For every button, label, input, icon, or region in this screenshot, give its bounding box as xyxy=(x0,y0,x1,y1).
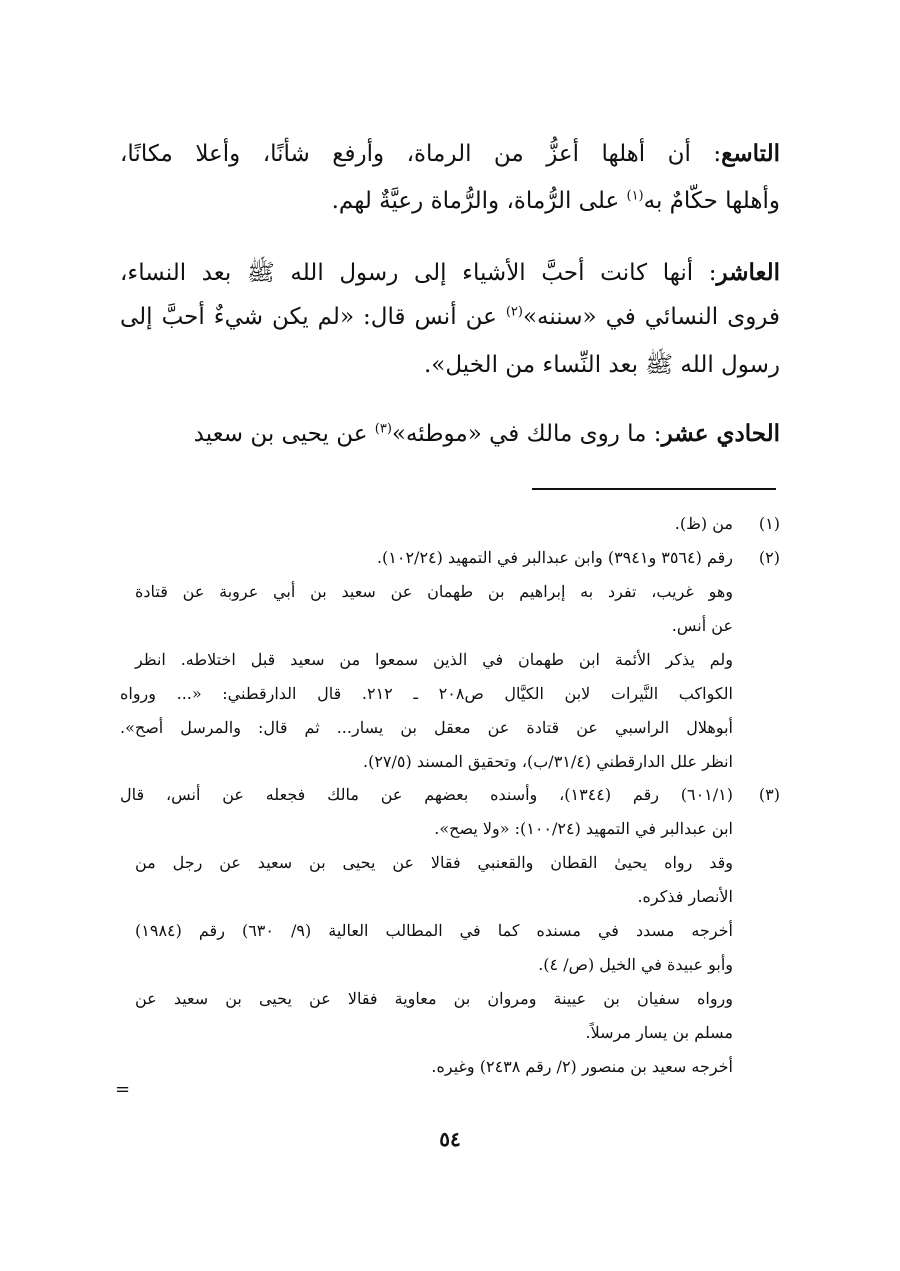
footnote-2-line-6: أبوهلال الراسبي عن قتادة عن معقل بن يسار... ثم قال: والمرسل أصح». xyxy=(120,718,733,737)
footnote-2-line-3: عن أنس. xyxy=(671,616,733,635)
para-ninth-line-2 xyxy=(120,188,780,214)
para-ninth-heading: التاسع xyxy=(721,140,780,167)
footnote-3-line-9: أخرجه سعيد بن منصور (٢/ رقم ٢٤٣٨) وغيره. xyxy=(431,1057,733,1076)
para-ninth-line-1 xyxy=(120,140,780,167)
footnote-2-line-2: وهو غريب، تفرد به إبراهيم بن طهمان عن سعيد بن أبي عروبة عن قتادة xyxy=(135,582,733,601)
continuation-mark: = xyxy=(115,1079,131,1100)
footnote-3-line-2: ابن عبدالبر في التمهيد (١٠٠/٢٤): «ولا يصح». xyxy=(434,819,733,838)
footnote-3-line-3: وقد رواه يحيىٰ القطان والقعنبي فقالا عن يحيى بن سعيد عن رجل من xyxy=(135,853,733,872)
footnote-3-line-4: الأنصار فذكره. xyxy=(637,887,733,906)
footnote-3-line-1: (٦٠١/١) رقم (١٣٤٤)، وأسنده بعضهم عن مالك فجعله عن أنس، قال xyxy=(120,785,733,804)
footnote-3-line-7: ورواه سفيان بن عيينة ومروان بن معاوية فقالا عن يحيى بن سعيد عن xyxy=(135,989,733,1008)
footnote-ref-1: (١) xyxy=(626,188,644,204)
para-tenth-text-2a: فروى النسائي في «سننه» xyxy=(522,304,780,330)
para-eleventh-heading: الحادي عشر xyxy=(661,420,780,447)
footnote-separator xyxy=(532,488,776,490)
footnote-2-line-7: انظر علل الدارقطني (٣١/٤/ب)، وتحقيق المسند (٢٧/٥). xyxy=(362,752,733,771)
footnote-2-line-5: الكواكب النَّيرات لابن الكيَّال ص٢٠٨ ـ ٢١٢. قال الدارقطني: «... ورواه xyxy=(120,684,734,703)
para-tenth-text-1: : أنها كانت أحبَّ الأشياء إلى رسول الله ﷺ بعد النساء، xyxy=(120,260,717,286)
footnote-1-text: من (ظ). xyxy=(674,514,733,533)
footnote-1-number: (١) xyxy=(758,514,780,533)
footnote-ref-2: (٢) xyxy=(505,304,523,320)
footnote-2-line-4: ولم يذكر الأئمة ابن طهمان في الذين سمعوا من سعيد قبل اختلاطه. انظر xyxy=(135,650,733,669)
para-tenth-line-3: رسول الله ﷺ بعد النِّساء من الخيل». xyxy=(423,352,780,378)
para-eleventh-text-1b: عن يحيى بن سعيد xyxy=(193,421,375,447)
footnote-ref-3: (٣) xyxy=(374,421,392,437)
para-tenth-line-2 xyxy=(120,304,780,330)
para-eleventh-line-1 xyxy=(120,420,780,447)
footnote-3-number: (٣) xyxy=(758,785,780,804)
para-ninth-text-2b: على الرُّماة، والرُّماة رعيَّةٌ لهم. xyxy=(331,188,627,214)
page-number: ٥٤ xyxy=(439,1127,461,1151)
para-tenth-text-2b: عن أنس قال: «لم يكن شيءٌ أحبَّ إلى xyxy=(120,304,506,330)
para-tenth-heading: العاشر xyxy=(716,259,780,286)
footnote-3-line-5: أخرجه مسدد في مسنده كما في المطالب العالية (٩/ ٦٣٠) رقم (١٩٨٤) xyxy=(135,921,733,940)
footnote-2-number: (٢) xyxy=(758,548,780,567)
para-ninth-text-2a: وأهلها حكّامٌ به xyxy=(643,188,780,214)
para-eleventh-text-1a: : ما روى مالك في «موطئه» xyxy=(391,421,662,447)
para-ninth-text-1: : أن أهلها أعزُّ من الرماة، وأرفع شأنًا، وأعلا مكانًا، xyxy=(120,141,722,167)
para-tenth-line-1 xyxy=(120,258,780,292)
footnote-3-line-6: وأبو عبيدة في الخيل (ص/ ٤). xyxy=(538,955,733,974)
footnote-2-line-1: رقم (٣٥٦٤ و٣٩٤١) وابن عبدالبر في التمهيد (١٠٢/٢٤). xyxy=(376,548,733,567)
footnote-3-line-8: مسلم بن يسار مرسلاً. xyxy=(585,1023,733,1042)
